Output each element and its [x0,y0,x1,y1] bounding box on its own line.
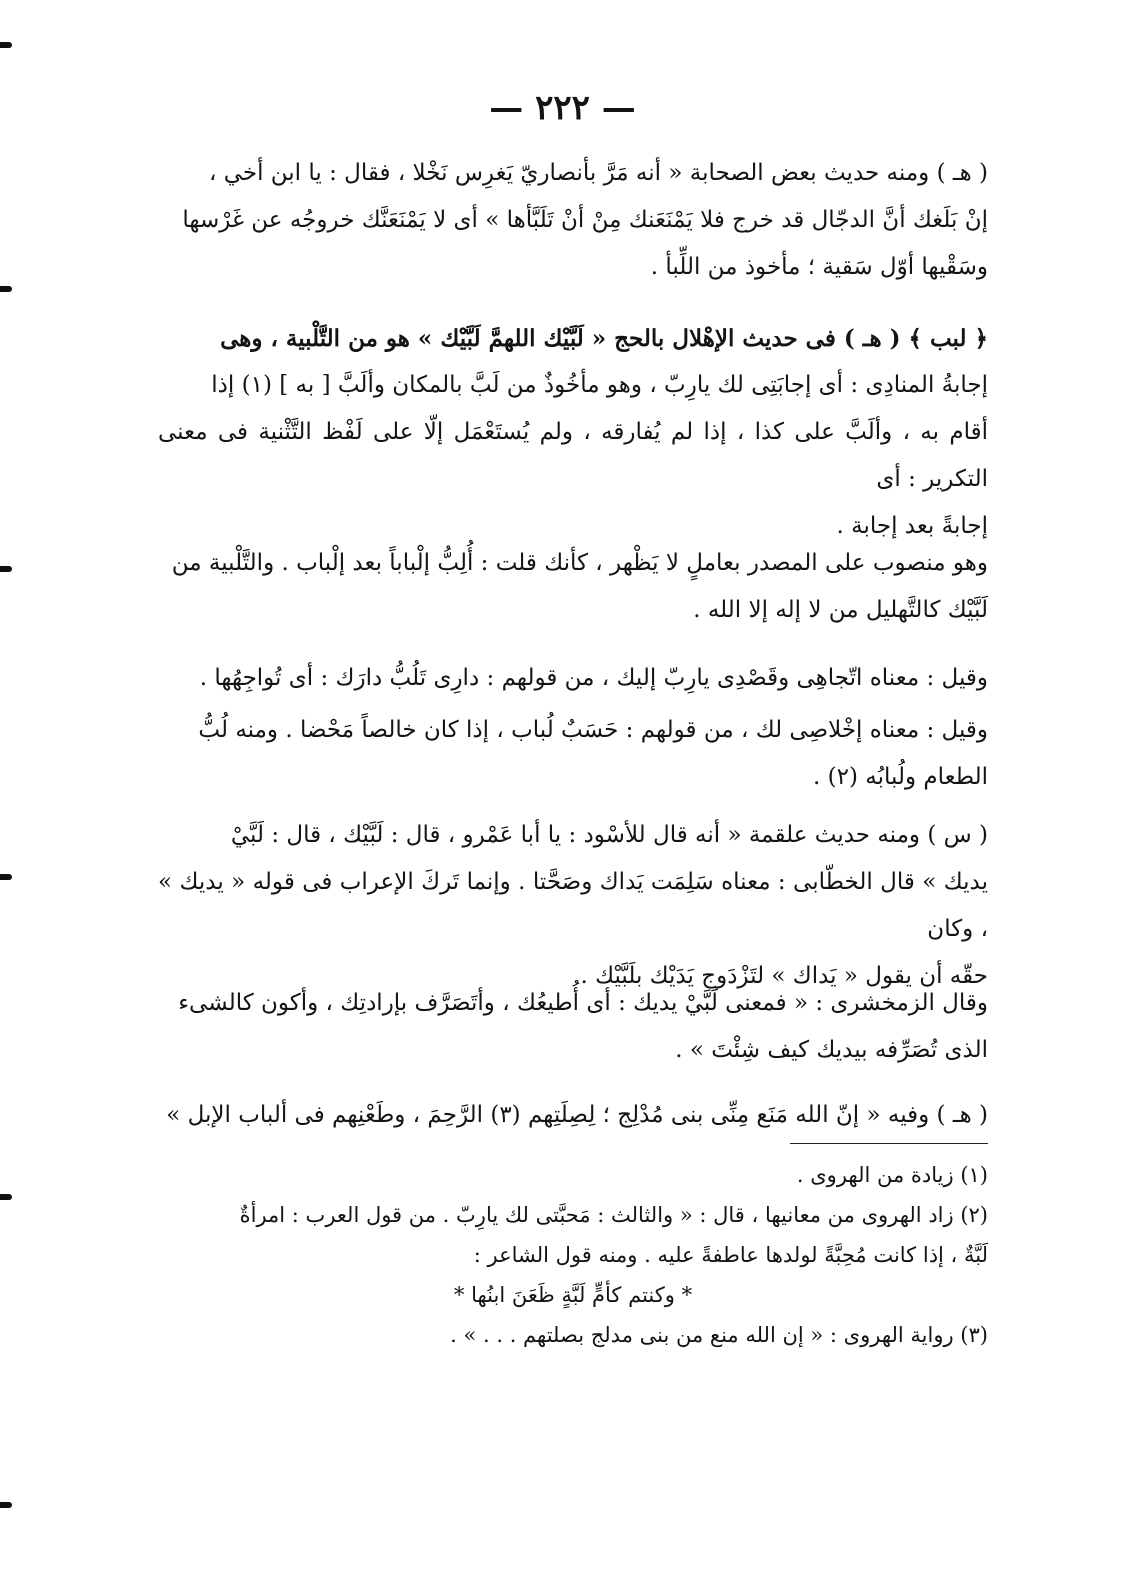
entry-paragraph [158,150,988,291]
main-text [158,315,988,550]
text-line: إنْ بَلَغك أنَّ الدجّال قد خرج فلا يَمْنَعَنك مِنْ أنْ تَلَبَّأها » أى لا يَمْنَعَنَّك خروجُه عن غَرْسها [182,207,988,233]
footnote-verse: * وكنتم كأمٍّ لَبَّةٍ ظَعَنَ ابنُها * [453,1283,693,1307]
scan-edge-mark [0,874,12,880]
footnote-line: لَبَّةٌ ، إذا كانت مُحِبَّةً لولدها عاطفةً عليه . ومنه قول الشاعر : [473,1243,988,1267]
text-line: وقيل : معناه إخْلاصِى لك ، من قولهم : حَسَبٌ لُباب ، إذا كان خالصاً مَحْضا . ومنه لُبُّ [198,717,988,743]
text-line: وهو منصوب على المصدر بعاملٍ لا يَظْهر ، كأنك قلت : أُلِبُّ إلْباباً بعد إلْباب . والتَّلْبية من [171,550,988,576]
footnote-line: (٣) رواية الهروى : « إن الله منع من بنى مدلج بصلتهم . . . » . [450,1323,988,1347]
main-text [158,812,988,1000]
text-line: لَبَّيْك كالتَّهليل من لا إله إلا الله . [693,597,988,623]
main-text [158,980,988,1074]
text-line: يديك » قال الخطّابى : معناه سَلِمَت يَداك وصَحَّتا . وإنما تَركَ الإعراب فى قوله « يديك » ، وكان [158,869,988,942]
text-line: إجابةً بعد إجابة . [836,513,988,539]
text-line: وقال الزمخشرى : « فمعنى لَبَّيْ يديك : أى أُطيعُك ، وأتَصَرَّف بإرادتِك ، وأكون كالشىء [178,990,988,1016]
footnote-line: (١) زيادة من الهروى . [796,1163,988,1187]
main-text [158,1092,988,1139]
footnote [158,1315,988,1355]
main-text [158,150,988,291]
main-text [158,707,988,801]
entry-paragraph [158,315,988,550]
entry-paragraph [158,812,988,1000]
page-number: — ٢٢٢ — [489,88,636,128]
footnote [158,1155,988,1195]
entry-paragraph [158,540,988,634]
footnote-line: (٢) زاد الهروى من معانيها ، قال : « والثالث : مَحبَّتى لك يارِبّ . من قول العرب : امرأةٌ [239,1203,988,1227]
text-line: إجابةُ المنادِى : أى إجابَتِى لك يارِبّ ، وهو مأخُوذٌ من لَبَّ بالمكان وألَبَّ [ به ] (١) إذا [211,372,988,398]
scan-edge-mark [0,286,12,292]
entry-paragraph [158,655,988,702]
scan-edge-mark [0,42,12,48]
text-line: أقام به ، وألَبَّ على كذا ، إذا لم يُفارقه ، ولم يُستَعْمَل إلّا على لَفْظ التَّثْنية فى معنى التكرير : أى [158,419,988,492]
scan-edge-mark [0,566,12,572]
main-text [158,540,988,634]
main-text [158,655,988,702]
text-line: وسَقْيها أوّل سَقية ؛ مأخوذ من اللِّبأ . [650,254,988,280]
scan-edge-mark [0,1502,12,1508]
text-line: حقّه أن يقول « يَداك » لتَزْدَوج يَدَيْك بلَبَّيْك . [580,963,988,989]
entry-paragraph [158,980,988,1074]
text-line: ( هـ ) وفيه « إنّ الله مَنَع مِنِّى بنى مُدْلِج ؛ لِصِلَتِهم (٣) الرَّحِمَ ، وطَعْنِهم فى ألباب الإبل » [166,1102,988,1128]
scan-edge-mark [0,1194,12,1200]
text-line: الذى تُصَرِّفه بيديك كيف شِئْتَ » . [675,1037,988,1063]
text-line: ( هـ ) ومنه حديث بعض الصحابة « أنه مَرَّ بأنصاريّ يَغرِس نَخْلا ، فقال : يا ابن أخي ، [208,160,988,186]
text-line: الطعام ولُبابُه (٢) . [813,764,988,790]
entry-paragraph [158,707,988,801]
footnote [158,1195,988,1275]
text-line: ﴿ لبب ﴾ ( هـ ) فى حديث الإهْلال بالحج « لَبَّيْك اللهمَّ لَبَّيْك » هو من التَّلْبية ، وهى [220,325,988,352]
entry-paragraph [158,1092,988,1139]
footnote-divider [790,1143,988,1144]
footnotes [158,1155,988,1355]
text-line: ( س ) ومنه حديث علقمة « أنه قال للأسْود : يا أبا عَمْرو ، قال : لَبَّيْك ، قال : لَبَّيْ [230,822,988,848]
text-line: وقيل : معناه اتّجاهِى وقَصْدِى يارِبّ إليك ، من قولهم : دارِى تَلُبُّ دارَك : أى تُواجِهُها . [199,665,988,691]
